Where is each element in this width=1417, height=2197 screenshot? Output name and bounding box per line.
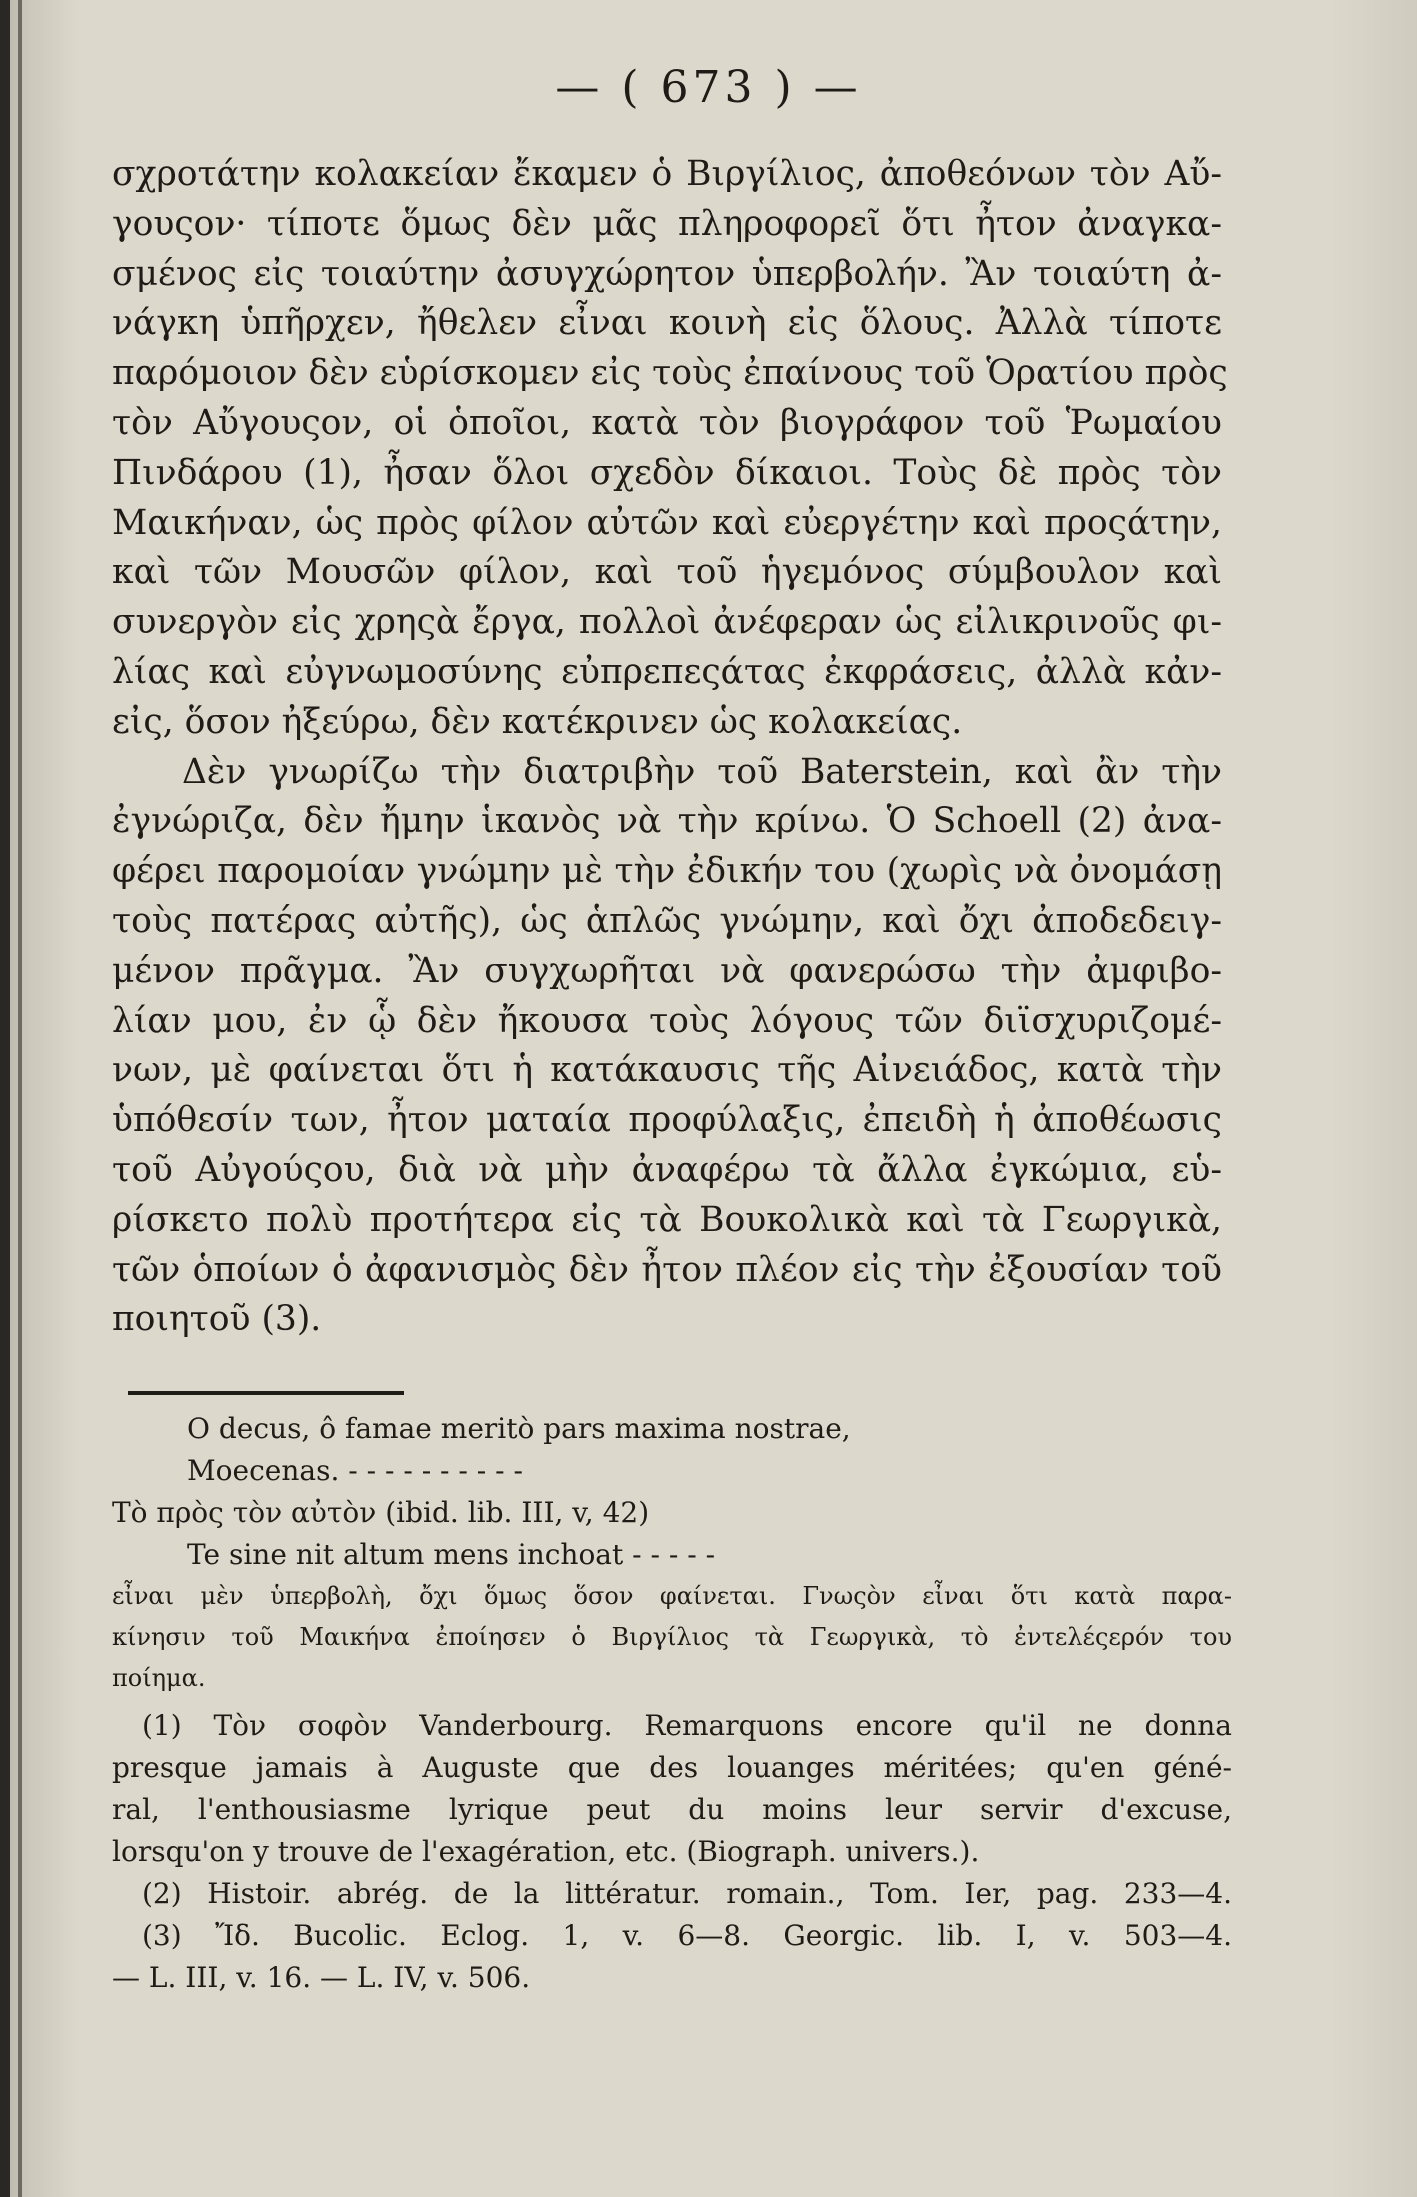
text-line: συνεργὸν εἰς χρηςὰ ἔργα, πολλοὶ ἀνέφεραν ὡς εἰλικρινοῦς φι- (112, 602, 1222, 643)
text-line: τῶν ὁποίων ὁ ἀφανισμὸς δὲν ἦτον πλέον εἰς τὴν ἐξουσίαν τοῦ (112, 1249, 1222, 1290)
text-line: λίας καὶ εὐγνωμοσύνης εὐπρεπεςάτας ἐκφράσεις, ἀλλὰ κἀν- (112, 651, 1222, 692)
text-line: γουςον· τίποτε ὅμως δὲν μᾶς πληροφορεῖ ὅτι ἦτον ἀναγκα- (112, 203, 1222, 244)
text-line: παρόμοιον δὲν εὑρίσκομεν εἰς τοὺς ἐπαίνους τοῦ Ὁρατίου πρὸς (112, 353, 1228, 394)
verse-line: O decus, ô famae meritò pars maxima nostrae, (187, 1412, 851, 1445)
main-text (112, 150, 1228, 1345)
footnote-1-cont: lorsqu'on y trouve de l'exagération, etc. (Biograph. univers.). (112, 1835, 980, 1868)
footnote-1: (1) Τὸν σοφὸν Vanderbourg. Remarquons encore qu'il ne donna (142, 1709, 1232, 1742)
verse-line: Te sine nit altum mens inchoat - - - - - (187, 1538, 716, 1571)
text-line: μένον πρᾶγμα. Ἂν συγχωρῆται νὰ φανερώσω τὴν ἀμφιβο- (112, 950, 1222, 991)
footnote-line: εἶναι μὲν ὑπερβολὴ, ὄχι ὅμως ὅσον φαίνεται. Γνωςὸν εἶναι ὅτι κατὰ παρα- (112, 1582, 1232, 1610)
footnote-line: ποίημα. (112, 1664, 206, 1692)
text-line: Μαικήναν, ὡς πρὸς φίλον αὐτῶν καὶ εὐεργέτην καὶ προςάτην, (112, 502, 1222, 543)
footnote-1-cont: presque jamais à Auguste que des louanges méritées; qu'en géné- (112, 1751, 1232, 1784)
text-line: ποιητοῦ (3). (112, 1299, 322, 1340)
footnote-reference: Τὸ πρὸς τὸν αὐτὸν (ibid. lib. III, v, 42) (112, 1496, 650, 1529)
text-line: τὸν Αὔγουςον, οἱ ὁποῖοι, κατὰ τὸν βιογράφον τοῦ Ῥωμαίου (112, 402, 1222, 443)
text-line: νάγκη ὑπῆρχεν, ἤθελεν εἶναι κοινὴ εἰς ὅλους. Ἀλλὰ τίποτε (112, 303, 1222, 344)
text-line: Δὲν γνωρίζω τὴν διατριβὴν τοῦ Baterstein, καὶ ἂν τὴν (182, 751, 1222, 792)
footnote-line: κίνησιν τοῦ Μαικήνα ἐποίησεν ὁ Βιργίλιος τὰ Γεωργικὰ, τὸ ἐντελέςερόν του (112, 1623, 1232, 1651)
text-line: Πινδάρου (1), ἦσαν ὅλοι σχεδὸν δίκαιοι. Τοὺς δὲ πρὸς τὸν (112, 452, 1222, 493)
text-line: σχροτάτην κολακείαν ἔκαμεν ὁ Βιργίλιος, ἀποθεόνων τὸν Αὔ- (112, 154, 1222, 194)
footnote-3: (3) Ἴδ. Bucolic. Eclog. 1, v. 6—8. Georgic. lib. I, v. 503—4. (142, 1919, 1232, 1952)
footnote-3-cont: — L. III, v. 16. — L. IV, v. 506. (112, 1961, 531, 1994)
text-line: φέρει παρομοίαν γνώμην μὲ τὴν ἐδικήν του (χωρὶς νὰ ὀνομάσῃ (112, 851, 1222, 892)
footnote-separator (128, 1391, 404, 1395)
book-spine-edge (18, 0, 22, 2197)
text-line: λίαν μου, ἐν ᾧ δὲν ἤκουσα τοὺς λόγους τῶν διϊσχυριζομέ- (112, 1000, 1222, 1041)
text-line: εἰς, ὅσον ἠξεύρω, δὲν κατέκρινεν ὡς κολακείας. (112, 701, 963, 742)
text-line: ἐγνώριζα, δὲν ἤμην ἱκανὸς νὰ τὴν κρίνω. Ὁ Schoell (2) ἀνα- (112, 801, 1222, 842)
text-line: τοῦ Αὐγούςου, διὰ νὰ μὴν ἀναφέρω τὰ ἄλλα ἐγκώμια, εὑ- (112, 1149, 1222, 1190)
footnote-1-cont: ral, l'enthousiasme lyrique peut du moins leur servir d'excuse, (112, 1793, 1232, 1826)
text-line: τοὺς πατέρας αὐτῆς), ὡς ἁπλῶς γνώμην, καὶ ὄχι ἀποδεδειγ- (112, 900, 1222, 941)
text-line: καὶ τῶν Μουσῶν φίλον, καὶ τοῦ ἡγεμόνος σύμβουλον καὶ (112, 552, 1222, 593)
text-line: ὑπόθεσίν των, ἦτον ματαία προφύλαξις, ἐπειδὴ ἡ ἀποθέωσις (112, 1100, 1222, 1141)
book-spine-shadow (0, 0, 10, 2197)
text-line: νων, μὲ φαίνεται ὅτι ἡ κατάκαυσις τῆς Αἰνειάδος, κατὰ τὴν (112, 1050, 1222, 1091)
text-line: σμένος εἰς τοιαύτην ἀσυγχώρητον ὑπερβολήν. Ἂν τοιαύτη ἀ- (112, 253, 1222, 294)
footnote-2: (2) Histoir. abrég. de la littératur. romain., Tom. Ier, pag. 233—4. (142, 1877, 1232, 1910)
text-line: ρίσκετο πολὺ προτήτερα εἰς τὰ Βουκολικὰ καὶ τὰ Γεωργικὰ, (112, 1199, 1222, 1240)
verse-line: Moecenas. - - - - - - - - - - (187, 1454, 523, 1487)
footnotes (112, 1408, 1232, 1999)
page-number: — ( 673 ) — (555, 62, 862, 113)
